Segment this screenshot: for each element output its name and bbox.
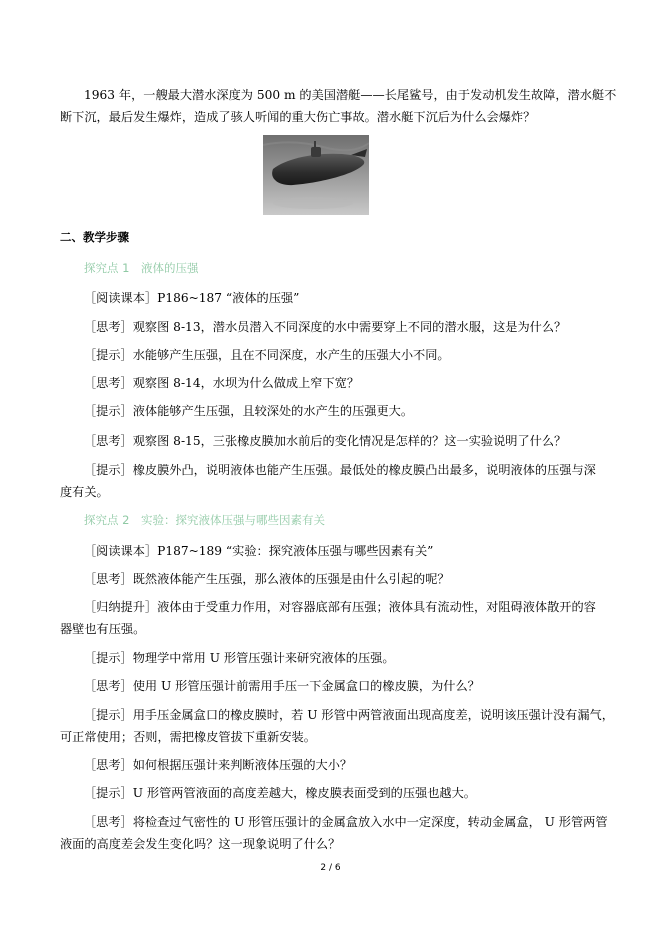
page-number: 2 / 6 <box>320 863 341 873</box>
item-hint-4: ［提示］物理学中常用 U 形管压强计来研究液体的压强。 <box>84 651 395 665</box>
item-summary-line-2: 器壁也有压强。 <box>60 622 146 636</box>
item-think-1: ［思考］观察图 8-13，潜水员潜入不同深度的水中需要穿上不同的潜水服，这是为什么？ <box>84 320 567 334</box>
item-read-textbook-2: ［阅读课本］P187~189 “实验：探究液体压强与哪些因素有关” <box>84 544 434 558</box>
explore-point-1-title: 探究点 1 液体的压强 <box>84 261 199 275</box>
item-read-textbook-1: ［阅读课本］P186~187 “液体的压强” <box>84 291 300 305</box>
section-heading: 二、教学步骤 <box>60 230 129 244</box>
item-think-3: ［思考］观察图 8-15，三张橡皮膜加水前后的变化情况是怎样的？这一实验说明了什么？ <box>84 434 567 448</box>
item-hint-6: ［提示］U 形管两管液面的高度差越大，橡皮膜表面受到的压强也越大。 <box>84 786 476 800</box>
item-hint-3-line-2: 度有关。 <box>60 485 109 499</box>
item-hint-2: ［提示］液体能够产生压强，且较深处的水产生的压强更大。 <box>84 404 414 418</box>
submarine-photo <box>263 135 369 215</box>
explore-point-2-title: 探究点 2 实验：探究液体压强与哪些因素有关 <box>84 513 325 527</box>
item-think-7-line-1: ［思考］将检查过气密性的 U 形管压强计的金属盒放入水中一定深度，转动金属盒， U 形管两管 <box>84 815 608 829</box>
item-summary-line-1: ［归纳提升］液体由于受重力作用，对容器底部有压强；液体具有流动性，对阻碍液体散开的容 <box>84 600 596 614</box>
item-think-5: ［思考］使用 U 形管压强计前需用手压一下金属盒口的橡皮膜，为什么？ <box>84 679 480 693</box>
item-think-4: ［思考］既然液体能产生压强，那么液体的压强是由什么引起的呢？ <box>84 572 450 586</box>
intro-line-1: 1963 年，一艘最大潜水深度为 500 m 的美国潜艇——长尾鲨号，由于发动机发生故障，潜水艇不 <box>84 88 617 102</box>
item-hint-5-line-1: ［提示］用手压金属盒口的橡皮膜时，若 U 形管中两管液面出现高度差，说明该压强计没有漏气， <box>84 708 614 722</box>
item-hint-1: ［提示］水能够产生压强，且在不同深度，水产生的压强大小不同。 <box>84 348 450 362</box>
item-hint-3-line-1: ［提示］橡皮膜外凸，说明液体也能产生压强。最低处的橡皮膜凸出最多，说明液体的压强与深 <box>84 463 596 477</box>
intro-line-2: 断下沉，最后发生爆炸，造成了骇人听闻的重大伤亡事故。潜水艇下沉后为什么会爆炸？ <box>60 110 536 124</box>
item-think-2: ［思考］观察图 8-14，水坝为什么做成上窄下宽？ <box>84 376 360 390</box>
item-think-7-line-2: 液面的高度差会发生变化吗？这一现象说明了什么？ <box>60 837 341 851</box>
item-hint-5-line-2: 可正常使用；否则，需把橡皮管拔下重新安装。 <box>60 730 316 744</box>
item-think-6: ［思考］如何根据压强计来判断液体压强的大小？ <box>84 758 353 772</box>
